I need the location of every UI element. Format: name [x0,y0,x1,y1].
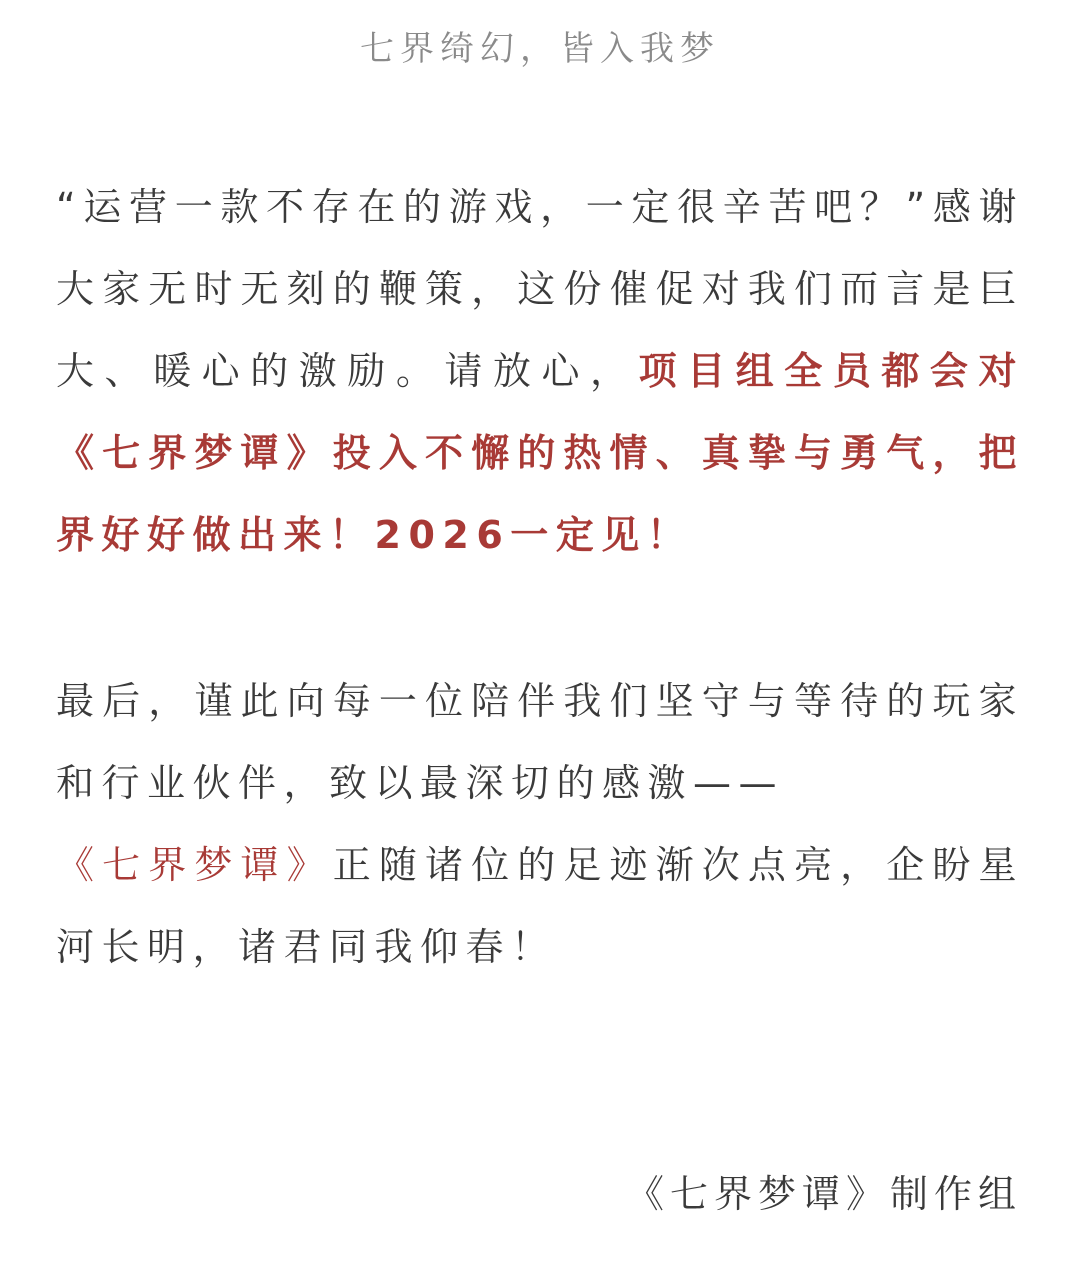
paragraph-gratitude [56,660,1024,988]
paragraph-gratitude-line1: 最后，谨此向每一位陪伴我们坚守与等待的玩家和行业伙伴，致以最深切的感激—— [56,679,1024,805]
paragraph-thanks-highlight: 项目组全员都会对《七界梦谭》投入不懈的热情、真挚与勇气，把界好好做出来！2026一定见！ [56,349,1024,557]
game-title-highlight: 《七界梦谭》 [56,843,333,887]
signature: 《七界梦谭》制作组 [625,1172,1022,1216]
header-tagline: 七界绮幻，皆入我梦 [360,29,720,69]
paragraph-gratitude-line2: 正随诸位的足迹渐次点亮，企盼星河长明，诸君同我仰春！ [56,843,1024,969]
paragraph-thanks-text: “运营一款不存在的游戏，一定很辛苦吧？”感谢大家无时无刻的鞭策，这份催促对我们而言是巨大、暖心的激励。请放心， [56,185,1024,393]
paragraph-thanks [56,166,1024,576]
